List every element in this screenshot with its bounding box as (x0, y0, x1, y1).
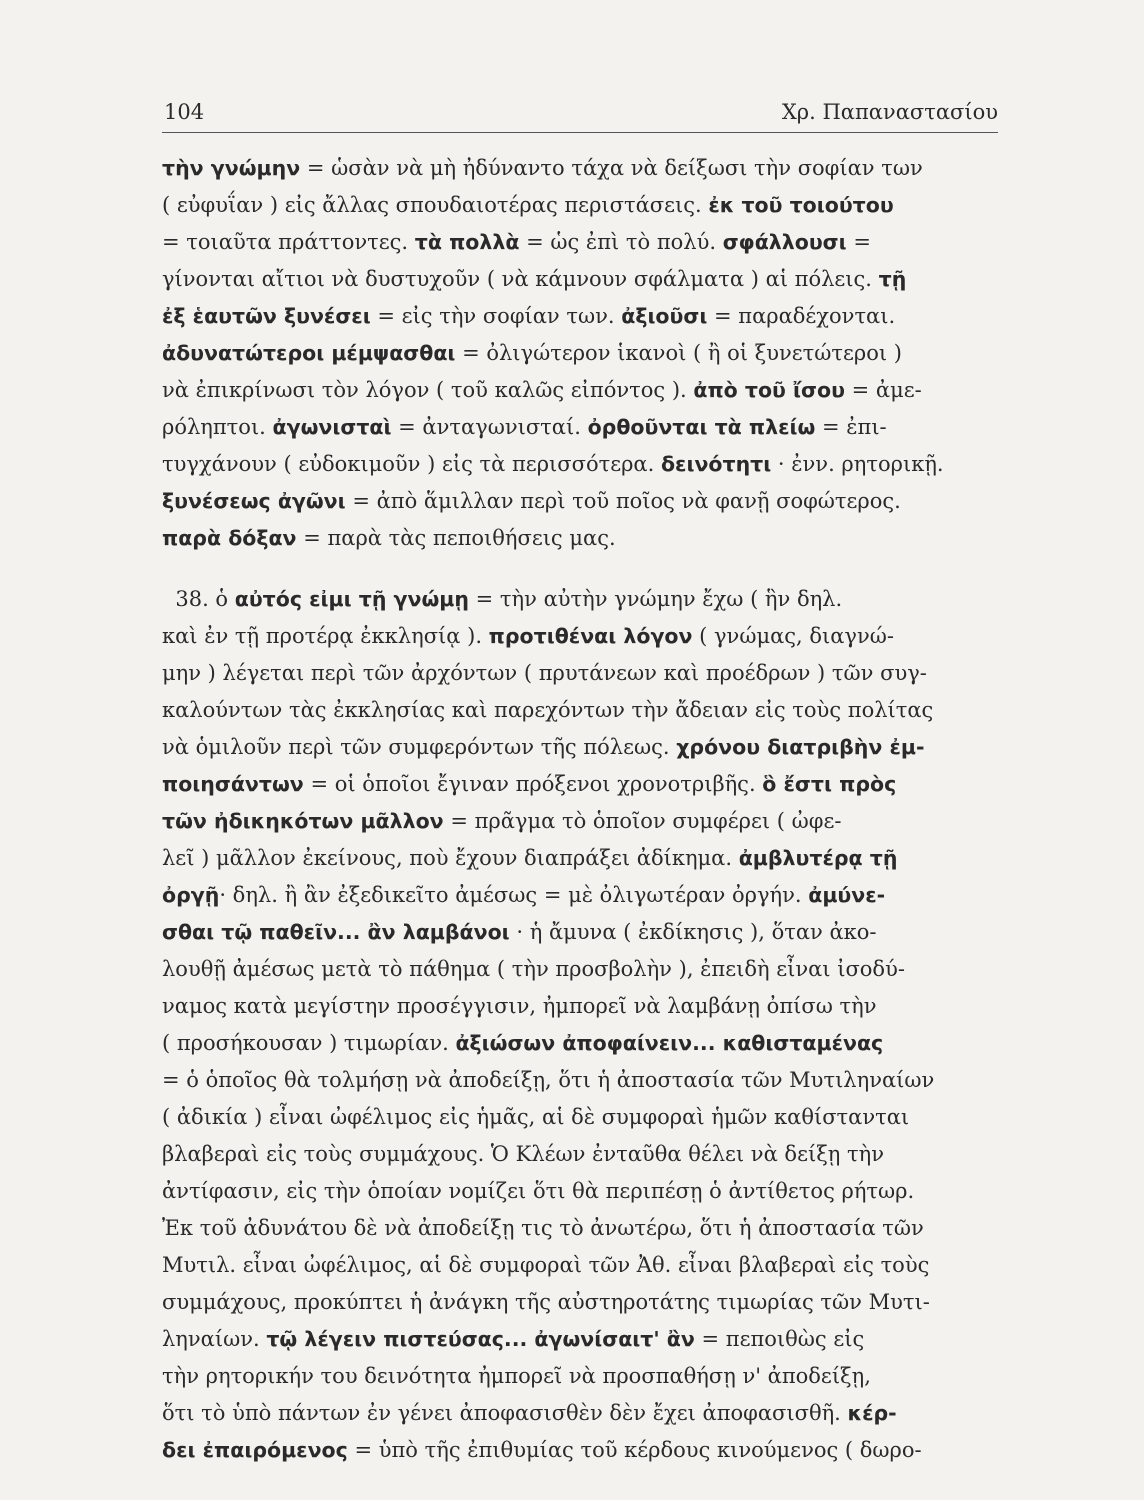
lemma-term: ὀργῇ (162, 883, 220, 907)
lemma-term: προτιθέναι λόγον (488, 624, 693, 648)
running-head: Χρ. Παπαναστασίου (781, 100, 998, 124)
text-line (162, 1099, 998, 1136)
text-line (162, 655, 998, 692)
gloss-text: ( προσήκουσαν ) τιμωρίαν. (162, 1031, 456, 1055)
gloss-text: λουθῇ ἀμέσως μετὰ τὸ πάθημα ( τὴν προσβολὴν ), ἐπειδὴ εἶναι ἰσοδύ- (162, 957, 905, 981)
lemma-term: σφάλλουσι (722, 230, 847, 254)
text-line (162, 483, 998, 520)
gloss-text: καὶ ἐν τῇ προτέρᾳ ἐκκλησίᾳ ). (162, 624, 489, 648)
lemma-term: ξυνέσεως ἀγῶνι (162, 489, 346, 513)
text-line (162, 581, 998, 618)
text-line (162, 766, 998, 803)
text-line (162, 914, 998, 951)
gloss-text: ἀντίφασιν, εἰς τὴν ὁποίαν νομίζει ὅτι θὰ περιπέσῃ ὁ ἀντίθετος ρήτωρ. (162, 1179, 915, 1203)
gloss-text: = πρᾶγμα τὸ ὁποῖον συμφέρει ( ὠφε- (443, 809, 842, 833)
gloss-text: = οἱ ὁποῖοι ἔγιναν πρόξενοι χρονοτριβῆς. (303, 772, 763, 796)
text-line (162, 1432, 998, 1469)
text-line (162, 1025, 998, 1062)
gloss-text: νὰ ἐπικρίνωσι τὸν λόγον ( τοῦ καλῶς εἰπόντος ). (162, 378, 694, 402)
gloss-text: ὅτι τὸ ὑπὸ πάντων ἐν γένει ἀποφασισθὲν δὲν ἔχει ἀποφασισθῆ. (162, 1401, 848, 1425)
gloss-text: = ὀλιγώτερον ἱκανοὶ ( ἢ οἱ ξυνετώτεροι ) (455, 341, 902, 365)
text-line (162, 1247, 998, 1284)
gloss-text: ( γνώμας, διαγνώ- (692, 624, 894, 648)
lemma-term: τῶν ἠδικηκότων μᾶλλον (162, 809, 444, 833)
lemma-term: ἀπὸ τοῦ ἴσου (693, 378, 845, 402)
lemma-term: παρὰ δόξαν (162, 526, 297, 550)
text-line (162, 618, 998, 655)
gloss-text: γίνονται αἴτιοι νὰ δυστυχοῦν ( νὰ κάμνουν σφάλματα ) αἱ πόλεις. (162, 267, 879, 291)
lemma-term: ἀμύνε- (808, 883, 886, 907)
gloss-text: Ἐκ τοῦ ἀδυνάτου δὲ νὰ ἀποδείξῃ τις τὸ ἀνωτέρω, ὅτι ἡ ἀποστασία τῶν (162, 1216, 924, 1240)
gloss-text: = ἀνταγωνισταί. (391, 415, 588, 439)
gloss-text: τὴν ρητορικήν του δεινότητα ἠμπορεῖ νὰ προσπαθήσῃ ν' ἀποδείξῃ, (162, 1364, 871, 1388)
text-line (162, 520, 998, 557)
gloss-text: ναμος κατὰ μεγίστην προσέγγισιν, ἠμπορεῖ νὰ λαμβάνῃ ὀπίσω τὴν (162, 994, 877, 1018)
gloss-text: = ἀπὸ ἅμιλλαν περὶ τοῦ ποῖος νὰ φανῇ σοφώτερος. (345, 489, 901, 513)
gloss-text: Μυτιλ. εἶναι ὠφέλιμος, αἱ δὲ συμφοραὶ τῶν Ἀθ. εἶναι βλαβεραὶ εἰς τοὺς (162, 1253, 930, 1277)
text-line (162, 803, 998, 840)
text-line (162, 1210, 998, 1247)
text-line (162, 446, 998, 483)
lemma-term: ἀγωνισταὶ (272, 415, 392, 439)
lemma-term: τῷ λέγειν πιστεύσας... ἀγωνίσαιτ' ἂν (266, 1327, 695, 1351)
text-line (162, 372, 998, 409)
lemma-term: ἀδυνατώτεροι μέμψασθαι (162, 341, 456, 365)
text-line (162, 1358, 998, 1395)
text-line (162, 150, 998, 187)
lemma-term: τῇ (878, 267, 907, 291)
gloss-text: = ἐπι- (815, 415, 887, 439)
text-line (162, 692, 998, 729)
lemma-term: αὐτός εἰμι τῇ γνώμῃ (234, 587, 469, 611)
gloss-text: = ἀμε- (844, 378, 922, 402)
gloss-text: · ἡ ἄμυνα ( ἐκδίκησις ), ὅταν ἀκο- (509, 920, 877, 944)
gloss-text: μην ) λέγεται περὶ τῶν ἀρχόντων ( πρυτάνεων καὶ προέδρων ) τῶν συγ- (162, 661, 927, 685)
gloss-text: = ὁ ὁποῖος θὰ τολμήσῃ νὰ ἀποδείξῃ, ὅτι ἡ ἀποστασία τῶν Μυτιληναίων (162, 1068, 935, 1092)
text-line (162, 298, 998, 335)
gloss-text: καλούντων τὰς ἐκκλησίας καὶ παρεχόντων τὴν ἄδειαν εἰς τοὺς πολίτας (162, 698, 934, 722)
gloss-text: = ὡσὰν νὰ μὴ ἠδύναντο τάχα νὰ δείξωσι τὴν σοφίαν των (300, 156, 923, 180)
lemma-term: χρόνου διατριβὴν ἐμ- (676, 735, 925, 759)
gloss-text: = τοιαῦτα πράττοντες. (162, 230, 415, 254)
gloss-text: = παρὰ τὰς πεποιθήσεις μας. (296, 526, 616, 550)
gloss-text: = τὴν αὐτὴν γνώμην ἔχω ( ἣν δηλ. (468, 587, 843, 611)
gloss-text: = ὑπὸ τῆς ἐπιθυμίας τοῦ κέρδους κινούμενος ( δωρο- (347, 1438, 922, 1462)
text-line (162, 335, 998, 372)
lemma-term: ἀξιοῦσι (621, 304, 708, 328)
commentary-text (162, 150, 998, 1469)
gloss-text: = πεποιθὼς εἰς (694, 1327, 865, 1351)
text-line (162, 409, 998, 446)
gloss-text: = (846, 230, 871, 254)
text-line (162, 1321, 998, 1358)
gloss-text: 38. ὁ (162, 587, 235, 611)
text-line (162, 1062, 998, 1099)
text-line (162, 951, 998, 988)
gloss-text: βλαβεραὶ εἰς τοὺς συμμάχους. Ὁ Κλέων ἐνταῦθα θέλει νὰ δείξῃ τὴν (162, 1142, 884, 1166)
gloss-text: ληναίων. (162, 1327, 267, 1351)
gloss-text: = εἰς τὴν σοφίαν των. (370, 304, 622, 328)
gloss-text: νὰ ὁμιλοῦν περὶ τῶν συμφερόντων τῆς πόλεως. (162, 735, 677, 759)
text-line (162, 1284, 998, 1321)
gloss-text: λεῖ ) μᾶλλον ἐκείνους, ποὺ ἔχουν διαπράξει ἀδίκημα. (162, 846, 739, 870)
text-line (162, 729, 998, 766)
text-line (162, 261, 998, 298)
gloss-text: ( ἀδικία ) εἶναι ὠφέλιμος εἰς ἡμᾶς, αἱ δὲ συμφοραὶ ἡμῶν καθίστανται (162, 1105, 910, 1129)
lemma-term: σθαι τῷ παθεῖν... ἂν λαμβάνοι (162, 920, 510, 944)
gloss-text: · ἐνν. ρητορικῇ. (771, 452, 944, 476)
gloss-text: τυγχάνουν ( εὐδοκιμοῦν ) εἰς τὰ περισσότερα. (162, 452, 661, 476)
lemma-term: δει ἐπαιρόμενος (162, 1438, 348, 1462)
gloss-text: = ὡς ἐπὶ τὸ πολύ. (519, 230, 723, 254)
page-number: 104 (164, 100, 205, 124)
text-line (162, 1395, 998, 1432)
lemma-term: ἐκ τοῦ τοιούτου (708, 193, 894, 217)
text-line (162, 988, 998, 1025)
lemma-term: ὀρθοῦνται τὰ πλείω (587, 415, 816, 439)
lemma-term: ἐξ ἑαυτῶν ξυνέσει (162, 304, 371, 328)
lemma-term: δεινότητι (660, 452, 772, 476)
lemma-term: τὰ πολλὰ (414, 230, 520, 254)
paragraph-gap (162, 557, 998, 581)
text-line (162, 877, 998, 914)
gloss-text: ρόληπτοι. (162, 415, 273, 439)
lemma-term: τὴν γνώμην (162, 156, 301, 180)
lemma-term: κέρ- (847, 1401, 897, 1425)
text-line (162, 840, 998, 877)
text-line (162, 187, 998, 224)
lemma-term: ὃ ἔστι πρὸς (762, 772, 897, 796)
lemma-term: ἀμβλυτέρᾳ τῇ (738, 846, 898, 870)
gloss-text: = παραδέχονται. (707, 304, 896, 328)
lemma-term: ποιησάντων (162, 772, 304, 796)
lemma-term: ἀξιώσων ἀποφαίνειν... καθισταμένας (455, 1031, 884, 1055)
text-line (162, 1136, 998, 1173)
gloss-text: συμμάχους, προκύπτει ἡ ἀνάγκη τῆς αὐστηροτάτης τιμωρίας τῶν Μυτι- (162, 1290, 930, 1314)
page-header (162, 92, 998, 133)
gloss-text: · δηλ. ἢ ἂν ἐξεδικεῖτο ἀμέσως = μὲ ὀλιγωτέραν ὀργήν. (219, 883, 809, 907)
text-line (162, 1173, 998, 1210)
gloss-text: ( εὐφυΐαν ) εἰς ἄλλας σπουδαιοτέρας περιστάσεις. (162, 193, 709, 217)
text-line (162, 224, 998, 261)
